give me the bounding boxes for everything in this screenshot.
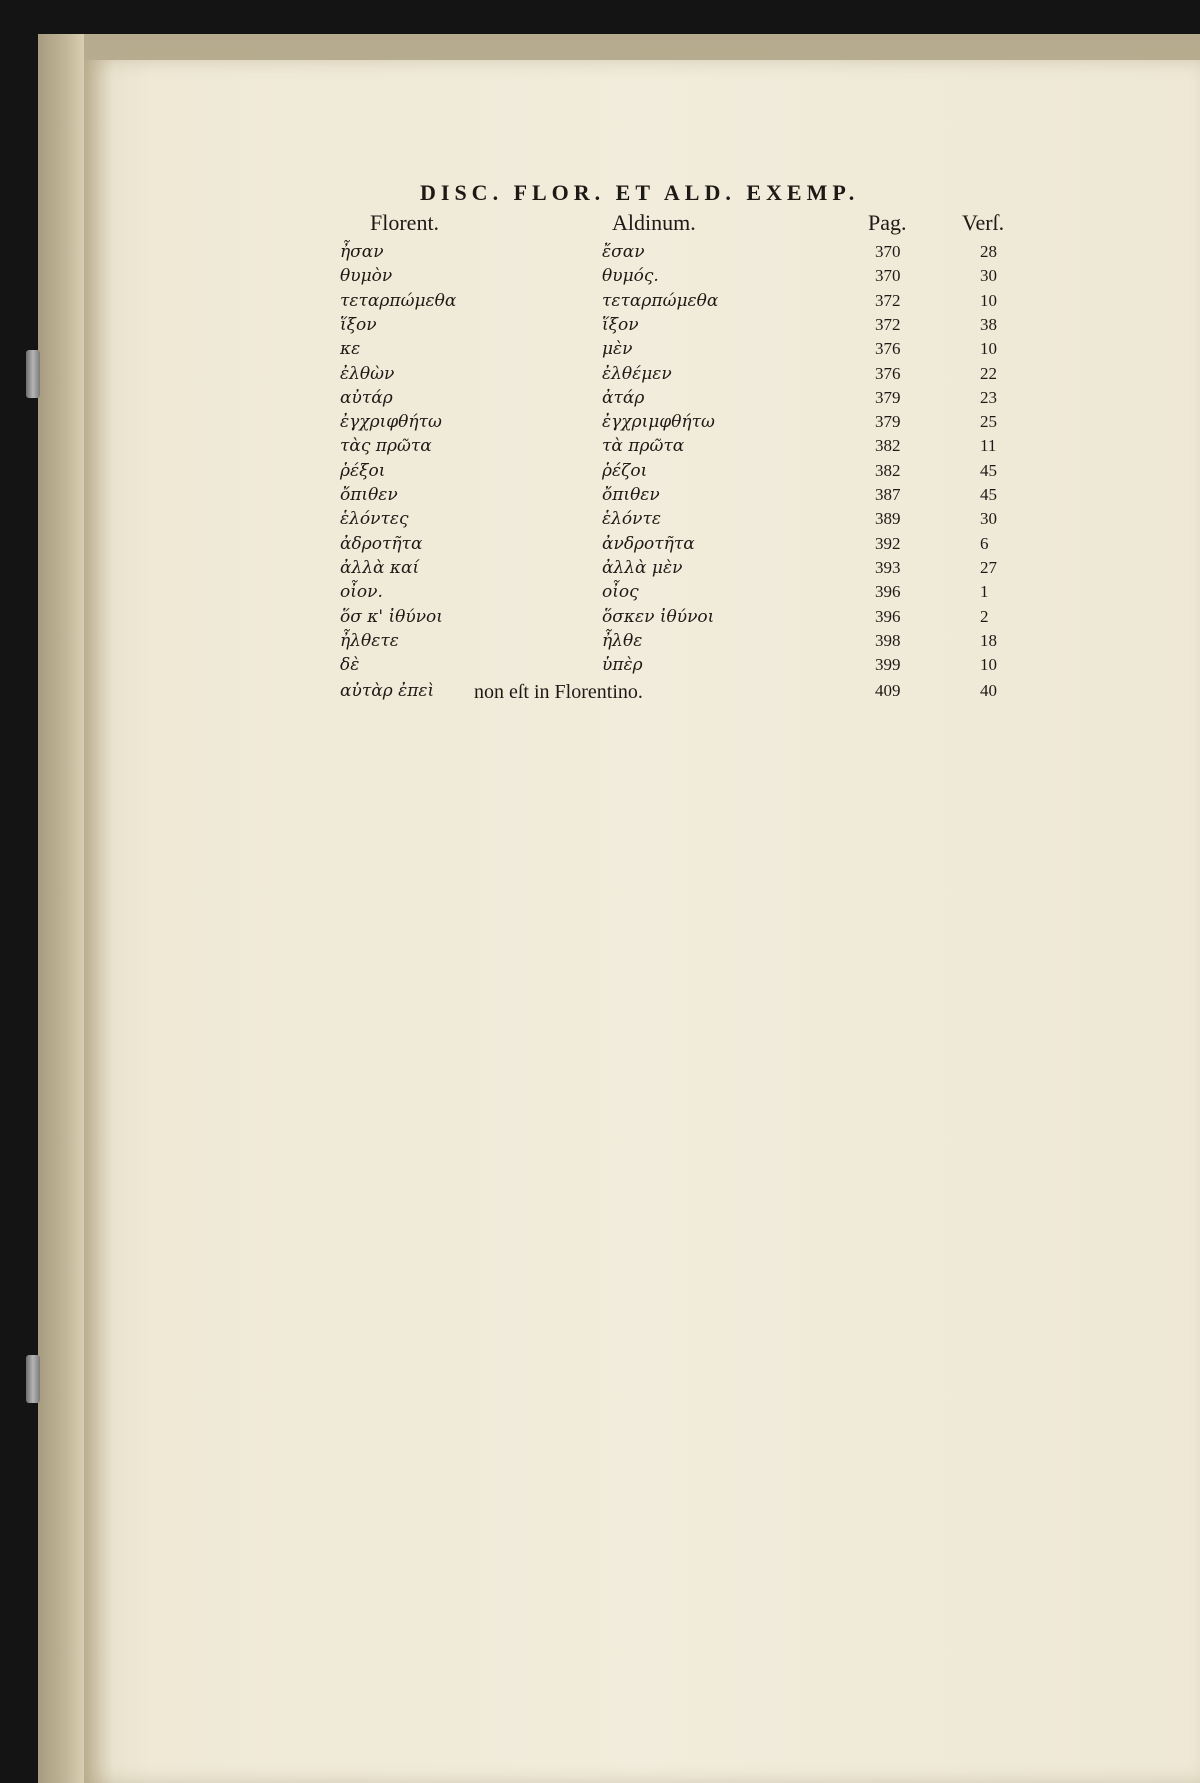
florent-reading: δὲ [340,655,360,676]
page-number: 393 [875,557,901,577]
page-number: 396 [875,582,901,602]
florent-reading: ἐγχριφθήτω [340,412,442,433]
verse-number: 18 [980,630,997,650]
verse-number: 10 [980,339,997,359]
verse-number: 1 [980,582,989,602]
verse-number: 25 [980,412,997,432]
florent-reading: τεταρπώμεθα [340,290,457,311]
table-row [340,266,1020,293]
florent-reading: οἶον. [340,582,383,603]
florent-reading: αὐτὰρ ἐπεὶ [340,681,435,702]
verse-number: 28 [980,242,997,261]
aldinum-reading: ὑπὲρ [602,655,643,676]
verse-number: 22 [980,363,997,383]
verse-number: 10 [980,290,997,310]
verse-number: 23 [980,387,997,407]
table-row [340,607,1020,634]
table-row [340,461,1020,488]
aldinum-reading: ἀνδροτῆτα [602,533,695,554]
verse-number: 38 [980,314,997,334]
note-text: non eſt in Florentino. [474,681,643,704]
column-header-aldinum: Aldinum. [612,210,696,235]
florent-reading: ἀδροτῆτα [340,533,423,554]
table-row [340,631,1020,658]
verse-number: 10 [980,655,997,675]
florent-reading: ἀλλὰ καί [340,557,420,578]
verse-number: 30 [980,509,997,529]
verse-number: 11 [980,436,997,456]
florent-reading: ἵξον [340,314,377,335]
page-number: 389 [875,509,901,529]
table-row [340,412,1020,439]
cover-edge [38,34,84,1783]
page-number: 392 [875,533,901,553]
table-row [340,291,1020,318]
page-number: 382 [875,436,901,456]
page-number: 387 [875,485,901,504]
aldinum-reading: ἀλλὰ μὲν [602,557,683,578]
aldinum-reading: ἦλθε [602,630,643,651]
page-number: 376 [875,363,901,383]
column-header-vers: Verſ. [962,210,1005,235]
page-number: 382 [875,460,901,480]
aldinum-reading: ὄπιθεν [602,485,660,505]
verse-number: 27 [980,557,997,577]
page-number: 399 [875,655,901,675]
aldinum-reading: ἐγχριμφθήτω [602,412,715,433]
verse-number: 6 [980,533,989,553]
page-number: 379 [875,387,901,407]
page-number: 370 [875,266,901,286]
aldinum-reading: τεταρπώμεθα [602,290,719,311]
florent-reading: ὄπιθεν [340,485,398,505]
florent-reading: ἦσαν [340,242,384,262]
verse-number: 40 [980,681,997,701]
column-header-florent: Florent. [370,210,440,235]
page-number: 396 [875,606,901,626]
page-number: 409 [875,681,901,701]
page-gutter-shadow [84,60,114,1783]
table-row [340,388,1020,415]
florent-reading: ἑλόντες [340,509,409,530]
aldinum-reading: ὅσκεν ἰθύνοι [602,606,715,627]
florent-reading: τὰς πρῶτα [340,436,432,457]
table-row [340,558,1020,585]
florent-reading: κε [340,339,361,360]
florent-reading: ὅσ κ' ἰθύνοι [340,606,443,627]
table-row [340,339,1020,366]
table-row [340,242,1020,269]
table-row [340,436,1020,463]
table-row [340,485,1020,512]
aldinum-reading: οἶος [602,582,639,603]
page-number: 370 [875,242,901,261]
table-row-last [340,681,1020,708]
page-number: 372 [875,314,901,334]
column-header-pag: Pag. [868,210,907,235]
page-number: 372 [875,290,901,310]
aldinum-reading: τὰ πρῶτα [602,436,685,457]
clasp-bottom [26,1355,40,1403]
running-head: DISC. FLOR. ET ALD. EXEMP. [420,180,860,205]
florent-reading: θυμὸν [340,266,393,287]
florent-reading: ἦλθετε [340,630,399,651]
page-number: 379 [875,412,901,432]
verse-number: 45 [980,485,997,504]
aldinum-reading: ἐλθέμεν [602,363,672,384]
florent-reading: ἐλθὼν [340,363,395,384]
table-row [340,534,1020,561]
aldinum-reading: θυμός. [602,266,659,287]
florent-reading: αὐτάρ [340,387,393,408]
verse-number: 30 [980,266,997,286]
aldinum-reading: ἑλόντε [602,509,661,530]
verse-number: 2 [980,606,989,626]
table-row [340,582,1020,609]
table-row [340,655,1020,682]
aldinum-reading: ῥέζοι [602,460,648,481]
florent-reading: ῥέξοι [340,460,386,481]
table-row [340,364,1020,391]
verse-number: 45 [980,460,997,480]
clasp-top [26,350,40,398]
page-number: 376 [875,339,901,359]
page-number: 398 [875,630,901,650]
table-row [340,315,1020,342]
aldinum-reading: ἔσαν [602,242,645,262]
aldinum-reading: μὲν [602,339,633,360]
aldinum-reading: ἀτάρ [602,387,645,408]
aldinum-reading: ἵξον [602,314,639,335]
table-row [340,509,1020,536]
